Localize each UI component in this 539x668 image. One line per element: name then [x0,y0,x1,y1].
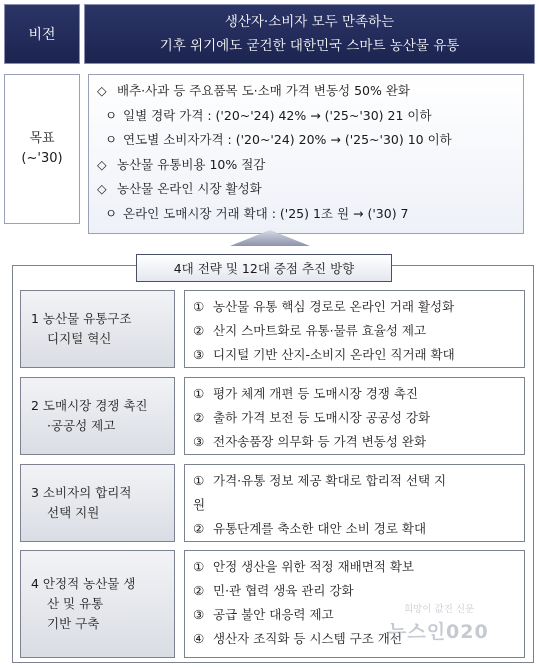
strategy-label-line: 산 및 유통 [47,596,104,611]
item-number: ① [193,559,205,574]
watermark-brand: 뉴스인020 [388,621,489,643]
strategy-label-line: 기반 구축 [47,616,100,631]
strategy-item [193,627,516,651]
item-text: 출하 가격 보전 등 도매시장 공공성 강화 [213,410,431,425]
diamond-bullet-icon: ◇ [97,83,107,98]
item-number: ② [193,410,205,425]
vision-statement [84,4,535,64]
goal-box [88,74,524,234]
strategy-item [193,343,516,367]
strategy-item [193,517,516,541]
circle-bullet-icon: ㅇ [105,132,118,147]
item-text: 평가 체계 개편 등 도매시장 경쟁 촉진 [213,386,418,401]
item-number: ④ [193,631,205,646]
goal-period: (~'30) [21,151,63,166]
strategy-item [193,579,516,603]
up-arrow-icon [230,230,310,246]
item-text: 가격·유통 정보 제공 확대로 합리적 선택 지 [213,473,447,488]
item-text: 민·관 협력 생육 관리 강화 [213,583,354,598]
item-number: ② [193,583,205,598]
strategy-items-4 [184,550,525,658]
item-number: ② [193,323,205,338]
item-number: ③ [193,607,205,622]
item-text: 농산물 유통 핵심 경로로 온라인 거래 활성화 [213,299,455,314]
strategy-label-line: 2 도매시장 경쟁 촉진 [31,398,148,413]
goal-line-text: 배추·사과 등 주요품목 도·소매 가격 변동성 50% 완화 [117,83,410,98]
strategy-items-1 [184,290,525,368]
strategy-row-1 [20,290,525,368]
goal-line-text: 연도별 소비자가격 : ('20~'24) 20% → ('25~'30) 10 이하 [123,132,452,147]
strategy-item [193,406,516,430]
vision-line-1: 생산자·소비자 모두 만족하는 [224,14,395,30]
strategy-item [193,319,516,343]
goal-sub-line [97,104,515,129]
strategy-label-line: 3 소비자의 합리적 [31,485,132,500]
strategy-item [193,430,516,454]
goal-line-text: 온라인 도매시장 거래 확대 : ('25) 1조 원 → ('30) 7 [123,205,409,221]
strategy-label-2 [20,377,175,455]
strategy-item [193,469,516,493]
strategy-item [193,603,516,627]
strategy-row-3 [20,464,525,542]
diamond-bullet-icon: ◇ [97,156,107,172]
item-number: ① [193,299,205,314]
strategy-items-3 [184,464,525,542]
strategy-label-1 [20,290,175,368]
strategy-item [193,382,516,406]
vision-line-2: 기후 위기에도 굳건한 대한민국 스마트 농산물 유통 [159,38,460,54]
item-number: ① [193,473,205,488]
item-number: ① [193,386,205,401]
strategy-label-3 [20,464,175,542]
goal-line [97,153,515,178]
goal-line [97,79,515,104]
item-text: 디지털 기반 산지-소비지 온라인 직거래 확대 [213,347,455,362]
vision-label: 비전 [4,4,80,64]
strategy-label-line: 디지털 혁신 [47,331,112,346]
strategy-label-line: ·공공성 제고 [47,418,116,433]
item-text: 안정 생산을 위한 적정 재배면적 확보 [213,559,414,574]
strategy-item-continued: 원 [193,497,206,512]
strategy-items-2 [184,377,525,455]
strategy-label-line: 선택 지원 [47,505,100,520]
item-text: 공급 불안 대응력 제고 [213,607,334,622]
circle-bullet-icon: ㅇ [105,107,118,123]
item-number: ③ [193,347,205,362]
goal-line-text: 일별 경락 가격 : ('20~'24) 42% → ('25~'30) 21 이하 [123,107,432,123]
watermark-slogan: 희망이 값진 신문 [404,604,475,615]
item-number: ② [193,521,205,536]
goal-sub-line [97,128,515,153]
item-text: 산지 스마트화로 유통·물류 효율성 제고 [213,323,427,338]
strategy-item [193,555,516,579]
goal-label-text: 목표 [29,131,55,146]
goal-line-text: 농산물 유통비용 10% 절감 [117,156,266,172]
strategy-title: 4대 전략 및 12대 중점 추진 방향 [136,254,392,282]
circle-bullet-icon: ㅇ [105,205,118,221]
item-text: 생산자 조직화 등 시스템 구조 개선 [213,631,402,646]
strategy-label-4 [20,550,175,658]
strategy-row-4 [20,550,525,658]
goal-line [97,177,515,202]
strategy-label-line: 1 농산물 유통구조 [31,311,132,326]
diamond-bullet-icon: ◇ [97,181,107,196]
strategy-item [193,295,516,319]
goal-sub-line [97,202,515,227]
item-number: ③ [193,434,205,449]
goal-label [4,74,80,224]
strategy-row-2 [20,377,525,455]
item-text: 전자송품장 의무화 등 가격 변동성 완화 [213,434,427,449]
item-text: 유통단계를 축소한 대안 소비 경로 확대 [213,521,427,536]
strategy-label-line: 4 안정적 농산물 생 [31,576,136,591]
goal-line-text: 농산물 온라인 시장 활성화 [117,181,262,196]
